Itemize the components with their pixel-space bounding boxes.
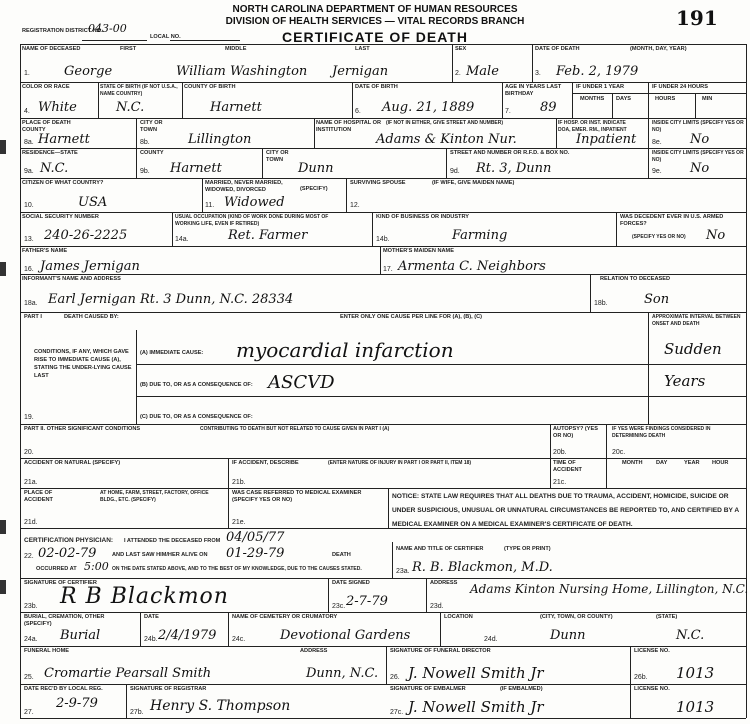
margin-tab xyxy=(0,262,6,276)
item-number: 26. xyxy=(390,674,400,681)
value-sex: Male xyxy=(466,64,499,79)
item-number: 1. xyxy=(24,70,30,77)
value-race: White xyxy=(38,100,77,115)
value-interval-a: Sudden xyxy=(664,340,722,358)
value-armed-forces: No xyxy=(706,228,726,243)
item-number: 23b. xyxy=(24,603,38,610)
value-last-saw: 01-29-79 xyxy=(226,546,285,561)
label-due-to-b: (B) DUE TO, OR AS A CONSEQUENCE OF: xyxy=(140,382,253,388)
item-number: 24a. xyxy=(24,636,38,643)
label-surviving-spouse: SURVIVING SPOUSE xyxy=(350,180,406,186)
label-kind-of-business: KIND OF BUSINESS OR INDUSTRY xyxy=(376,214,470,220)
item-number: 14a. xyxy=(175,236,189,243)
label-death-caused-by: DEATH CAUSED BY: xyxy=(64,314,119,320)
item-number: 27. xyxy=(24,709,34,716)
item-number: 9b. xyxy=(140,168,150,175)
label-specify-yes-no: (SPECIFY YES OR NO) xyxy=(632,234,686,240)
label-age: AGE IN YEARS LAST BIRTHDAY xyxy=(505,84,562,97)
value-informant: Earl Jernigan Rt. 3 Dunn, N.C. 28334 xyxy=(48,292,294,307)
label-first: FIRST xyxy=(120,46,137,52)
label-part1: PART I xyxy=(24,314,42,320)
item-number: 11. xyxy=(205,202,215,209)
label-hospital: NAME OF HOSPITAL OR INSTITUTION xyxy=(316,120,382,133)
label-res-city: CITY OR TOWN xyxy=(266,150,289,163)
value-burial-date: 2/4/1979 xyxy=(158,628,217,643)
label-citizen: CITIZEN OF WHAT COUNTRY? xyxy=(22,180,104,186)
page-number: 191 xyxy=(676,6,718,30)
registration-label: REGISTRATION DISTRICT NO. xyxy=(22,28,103,34)
header-division: DIVISION OF HEALTH SERVICES — VITAL RECORDS BRANCH xyxy=(225,16,525,27)
value-occurred-at: 5:00 xyxy=(84,560,109,573)
registrar-signature: Henry S. Thompson xyxy=(150,698,291,714)
label-city-town: CITY OR TOWN xyxy=(140,120,163,133)
value-license-2: 1013 xyxy=(676,698,715,716)
label-enter-one-cause: ENTER ONLY ONE CAUSE PER LINE FOR (A), (B), (C) xyxy=(340,314,483,320)
label-hour: HOUR xyxy=(712,460,729,466)
label-immediate-cause: (A) IMMEDIATE CAUSE: xyxy=(140,350,204,356)
margin-tab xyxy=(0,520,6,534)
label-date-signed: DATE SIGNED xyxy=(332,580,370,586)
item-number: 16. xyxy=(24,266,34,273)
value-place-city: Lillington xyxy=(188,132,252,147)
item-number: 13. xyxy=(24,236,34,243)
label-address: ADDRESS xyxy=(430,580,458,586)
label-if-yes-findings: IF YES WERE FINDINGS CONSIDERED IN DETERMINING DEATH xyxy=(612,426,711,439)
label-hours: HOURS xyxy=(655,96,676,102)
label-death-word: DEATH xyxy=(332,552,351,558)
item-number: 2. xyxy=(455,70,461,77)
label-ssn: SOCIAL SECURITY NUMBER xyxy=(22,214,99,220)
value-marital: Widowed xyxy=(224,195,285,210)
item-number: 23a. xyxy=(396,568,410,575)
label-date-of-birth: DATE OF BIRTH xyxy=(355,84,398,90)
label-city-town-county: (CITY, TOWN, OR COUNTY) xyxy=(540,614,613,620)
item-number: 20b. xyxy=(553,449,567,456)
funeral-director-signature: J. Nowell Smith Jr xyxy=(408,664,544,682)
value-residence-state: N.C. xyxy=(40,161,69,176)
label-approx-interval: APPROXIMATE INTERVAL BETWEEN ONSET AND DEATH xyxy=(652,314,741,327)
registration-value: 043-00 xyxy=(88,22,127,35)
item-number: 8a. xyxy=(24,139,34,146)
label-license-no-2: LICENSE NO. xyxy=(634,686,670,692)
label-date-recd: DATE REC'D BY LOCAL REG. xyxy=(24,686,103,692)
value-father: James Jernigan xyxy=(40,259,140,274)
value-attended-to: 02-02-79 xyxy=(38,546,97,561)
item-number: 14b. xyxy=(376,236,390,243)
value-license-1: 1013 xyxy=(676,664,715,682)
item-number: 7. xyxy=(505,108,511,115)
item-number: 9d. xyxy=(450,168,460,175)
item-number: 21e. xyxy=(232,519,246,526)
header-department: NORTH CAROLINA DEPARTMENT OF HUMAN RESOURCES xyxy=(232,4,518,15)
label-referred: WAS CASE REFERRED TO MEDICAL EXAMINER (SPECIFY YES OR NO) xyxy=(232,490,362,503)
label-under-1-year: IF UNDER 1 YEAR xyxy=(576,84,625,90)
label-if-embalmed: (IF EMBALMED) xyxy=(500,686,543,692)
item-number: 3. xyxy=(535,70,541,77)
value-hosp-status: Inpatient xyxy=(576,132,637,147)
label-date-of-death: DATE OF DEATH xyxy=(535,46,580,52)
value-date-of-birth: Aug. 21, 1889 xyxy=(382,100,475,115)
value-burial-city: Dunn xyxy=(550,628,586,643)
label-specify: (SPECIFY) xyxy=(300,186,328,192)
value-certifier-address: Adams Kinton Nursing Home, Lillington, N.C. xyxy=(470,582,749,596)
label-inside-city-limits-2: INSIDE CITY LIMITS (SPECIFY YES OR NO) xyxy=(652,150,744,163)
value-residence-street: Rt. 3, Dunn xyxy=(476,161,552,176)
label-due-to-c: (C) DUE TO, OR AS A CONSEQUENCE OF: xyxy=(140,414,253,420)
value-citizen: USA xyxy=(78,195,108,210)
label-sig-funeral-director: SIGNATURE OF FUNERAL DIRECTOR xyxy=(390,648,491,654)
label-last: LAST xyxy=(355,46,370,52)
value-fh-address: Dunn, N.C. xyxy=(306,666,379,681)
label-if-not-in-either: (IF NOT IN EITHER, GIVE STREET AND NUMBER) xyxy=(386,120,504,126)
item-number: 4. xyxy=(24,108,30,115)
notice-text: NOTICE: STATE LAW REQUIRES THAT ALL DEATHS DUE TO TRAUMA, ACCIDENT, HOMICIDE, SUICIDE OR UNDER SUSPICIOUS, UNUSUAL OR UNNATURAL CIRCUMSTANCES BE REPORTED TO, AND CERTIFIED BY A MEDICAL EXAMINER ON A MEDICAL EXAMINER'S CERTIFICATE OF DEATH. xyxy=(392,493,739,528)
label-street: STREET AND NUMBER OR R.F.D. & BOX NO. xyxy=(450,150,570,156)
value-certifier: R. B. Blackmon, M.D. xyxy=(412,560,553,575)
label-signature-of-certifier: SIGNATURE OF CERTIFIER xyxy=(24,580,97,586)
value-age: 89 xyxy=(540,100,557,115)
local-no-label: LOCAL NO. xyxy=(150,34,181,40)
item-number: 18a. xyxy=(24,300,38,307)
label-last-saw: AND LAST SAW HIM/HER ALIVE ON xyxy=(112,552,208,558)
label-license-no-1: LICENSE NO. xyxy=(634,648,670,654)
label-place-of-death: PLACE OF DEATH COUNTY xyxy=(22,120,71,133)
label-days: DAYS xyxy=(616,96,632,102)
label-enter-nature: (ENTER NATURE OF INJURY IN PART I OR PART II, ITEM 18) xyxy=(328,460,472,466)
item-number: 12. xyxy=(350,202,360,209)
item-number: 27c. xyxy=(390,709,404,716)
item-number: 21b. xyxy=(232,479,246,486)
label-fathers-name: FATHER'S NAME xyxy=(22,248,68,254)
item-number: 23c. xyxy=(332,603,346,610)
item-number: 19. xyxy=(24,414,34,421)
margin-tab xyxy=(0,580,6,594)
value-place-county: Harnett xyxy=(38,132,90,147)
value-due-to: ASCVD xyxy=(268,372,335,393)
item-number: 24c. xyxy=(232,636,246,643)
label-day: DAY xyxy=(656,460,668,466)
label-county-of-birth: COUNTY OF BIRTH xyxy=(184,84,236,90)
value-mother: Armenta C. Neighbors xyxy=(398,259,546,274)
label-middle: MIDDLE xyxy=(225,46,247,52)
item-number: 21c. xyxy=(553,479,567,486)
label-month-day-year: (MONTH, DAY, YEAR) xyxy=(630,46,687,52)
label-date: DATE xyxy=(144,614,159,620)
item-number: 23d. xyxy=(430,603,444,610)
label-certification: CERTIFICATION PHYSICIAN: xyxy=(24,537,114,544)
label-color-race: COLOR OR RACE xyxy=(22,84,70,90)
value-hospital: Adams & Kinton Nur. xyxy=(376,132,517,147)
label-under-24-hours: IF UNDER 24 HOURS xyxy=(652,84,708,90)
label-conditions: CONDITIONS, IF ANY, WHICH GAVE RISE TO IMMEDIATE CAUSE (A), STATING THE UNDER-LYING CAUSE LAST xyxy=(34,349,132,379)
label-attended-from: I ATTENDED THE DECEASED FROM xyxy=(124,538,221,544)
value-interval-b: Years xyxy=(664,372,706,390)
label-occupation: USUAL OCCUPATION (KIND OF WORK DONE DURING MOST OF WORKING LIFE, EVEN IF RETIRED) xyxy=(175,214,329,227)
label-fh-address: ADDRESS xyxy=(300,648,328,654)
item-number: 8b. xyxy=(140,139,150,146)
item-number: 27b. xyxy=(130,709,144,716)
label-name-of-deceased: NAME OF DECEASED xyxy=(22,46,81,52)
label-occurred-at: OCCURRED AT xyxy=(36,566,77,572)
item-number: 6. xyxy=(355,108,361,115)
label-at-home: AT HOME, FARM, STREET, FACTORY, OFFICE BLDG., ETC. (SPECIFY) xyxy=(100,490,209,503)
label-location: LOCATION xyxy=(444,614,473,620)
item-number: 21d. xyxy=(24,519,38,526)
label-if-hosp: IF HOSP. OR INST. INDICATE DOA, EMER. RM., INPATIENT xyxy=(558,120,627,133)
value-immediate-cause: myocardial infarction xyxy=(236,338,454,362)
value-burial-state: N.C. xyxy=(676,628,705,643)
item-number: 21a. xyxy=(24,479,38,486)
label-name-title-certifier: NAME AND TITLE OF CERTIFIER xyxy=(396,546,484,552)
item-number: 8e. xyxy=(652,139,662,146)
value-relation: Son xyxy=(644,292,670,307)
item-number: 17. xyxy=(383,266,393,273)
label-county: COUNTY xyxy=(140,150,164,156)
label-married: MARRIED, NEVER MARRIED, WIDOWED, DIVORCED xyxy=(205,180,283,193)
label-sig-embalmer: SIGNATURE OF EMBALMER xyxy=(390,686,466,692)
certifier-signature: R B Blackmon xyxy=(60,584,229,609)
label-if-wife: (IF WIFE, GIVE MAIDEN NAME) xyxy=(432,180,515,186)
label-cemetery: NAME OF CEMETERY OR CRUMATORY xyxy=(232,614,338,620)
value-middle-name: William Washington xyxy=(176,64,308,79)
embalmer-signature: J. Nowell Smith Jr xyxy=(408,698,544,716)
label-if-accident: IF ACCIDENT, DESCRIBE xyxy=(232,460,299,466)
label-state-of-birth: STATE OF BIRTH (IF NOT U.S.A., NAME COUNTRY) xyxy=(100,84,178,97)
label-contributing: CONTRIBUTING TO DEATH BUT NOT RELATED TO CAUSE GIVEN IN PART I (A) xyxy=(200,426,390,432)
item-number: 25. xyxy=(24,674,34,681)
label-year: YEAR xyxy=(684,460,700,466)
item-number: 24d. xyxy=(484,636,498,643)
item-number: 22. xyxy=(24,553,34,560)
value-cemetery: Devotional Gardens xyxy=(280,628,411,643)
value-burial: Burial xyxy=(60,628,101,643)
value-last-name: Jernigan xyxy=(332,64,389,79)
value-occupation: Ret. Farmer xyxy=(228,228,308,243)
item-number: 10. xyxy=(24,202,34,209)
certificate-title: CERTIFICATE OF DEATH xyxy=(282,29,468,45)
item-number: 9e. xyxy=(652,168,662,175)
item-number: 24b. xyxy=(144,636,158,643)
label-on-the-date: ON THE DATE STATED ABOVE, AND TO THE BEST OF MY KNOWLEDGE, DUE TO THE CAUSES STATED. xyxy=(112,566,362,572)
value-inside-city-res: No xyxy=(690,161,710,176)
value-industry: Farming xyxy=(452,228,508,243)
value-residence-county: Harnett xyxy=(170,161,222,176)
label-mothers-maiden-name: MOTHER'S MAIDEN NAME xyxy=(383,248,454,254)
label-sig-registrar: SIGNATURE OF REGISTRAR xyxy=(130,686,207,692)
label-part2: PART II. OTHER SIGNIFICANT CONDITIONS xyxy=(24,426,141,432)
label-accident-natural: ACCIDENT OR NATURAL (SPECIFY) xyxy=(24,460,121,466)
item-number: 9a. xyxy=(24,168,34,175)
value-inside-city-place: No xyxy=(690,132,710,147)
label-burial: BURIAL, CREMATION, OTHER (SPECIFY) xyxy=(24,614,105,627)
value-date-recd: 2-9-79 xyxy=(56,696,98,711)
label-state: (STATE) xyxy=(656,614,678,620)
value-funeral-home: Cromartie Pearsall Smith xyxy=(44,666,212,681)
label-funeral-home: FUNERAL HOME xyxy=(24,648,69,654)
item-number: 20c. xyxy=(612,449,626,456)
item-number: 18b. xyxy=(594,300,608,307)
label-type-print: (TYPE OR PRINT) xyxy=(504,546,551,552)
label-min: MIN xyxy=(702,96,713,102)
value-ssn: 240-26-2225 xyxy=(44,228,128,243)
label-months: MONTHS xyxy=(580,96,605,102)
margin-tab xyxy=(0,140,6,154)
value-state-of-birth: N.C. xyxy=(116,100,145,115)
value-first-name: George xyxy=(64,64,113,79)
label-month: MONTH xyxy=(622,460,643,466)
item-number: 20. xyxy=(24,449,34,456)
value-residence-city: Dunn xyxy=(298,161,334,176)
label-autopsy: AUTOPSY? (YES OR NO) xyxy=(553,426,598,439)
value-attended-from: 04/05/77 xyxy=(226,530,285,545)
label-inside-city-limits: INSIDE CITY LIMITS (SPECIFY YES OR NO) xyxy=(652,120,744,133)
label-relation: RELATION TO DECEASED xyxy=(600,276,671,282)
value-county-of-birth: Harnett xyxy=(210,100,262,115)
label-time-of-accident: TIME OF ACCIDENT xyxy=(553,460,582,473)
label-place-of-accident: PLACE OF ACCIDENT xyxy=(24,490,53,503)
value-date-signed: 2-7-79 xyxy=(346,594,388,609)
label-armed-forces: WAS DECEDENT EVER IN U.S. ARMED FORCES? xyxy=(620,214,724,227)
value-date-of-death: Feb. 2, 1979 xyxy=(556,64,639,79)
label-sex: SEX xyxy=(455,46,467,52)
label-informant: INFORMANT'S NAME AND ADDRESS xyxy=(22,276,121,282)
label-residence-state: RESIDENCE—STATE xyxy=(22,150,78,156)
item-number: 26b. xyxy=(634,674,648,681)
